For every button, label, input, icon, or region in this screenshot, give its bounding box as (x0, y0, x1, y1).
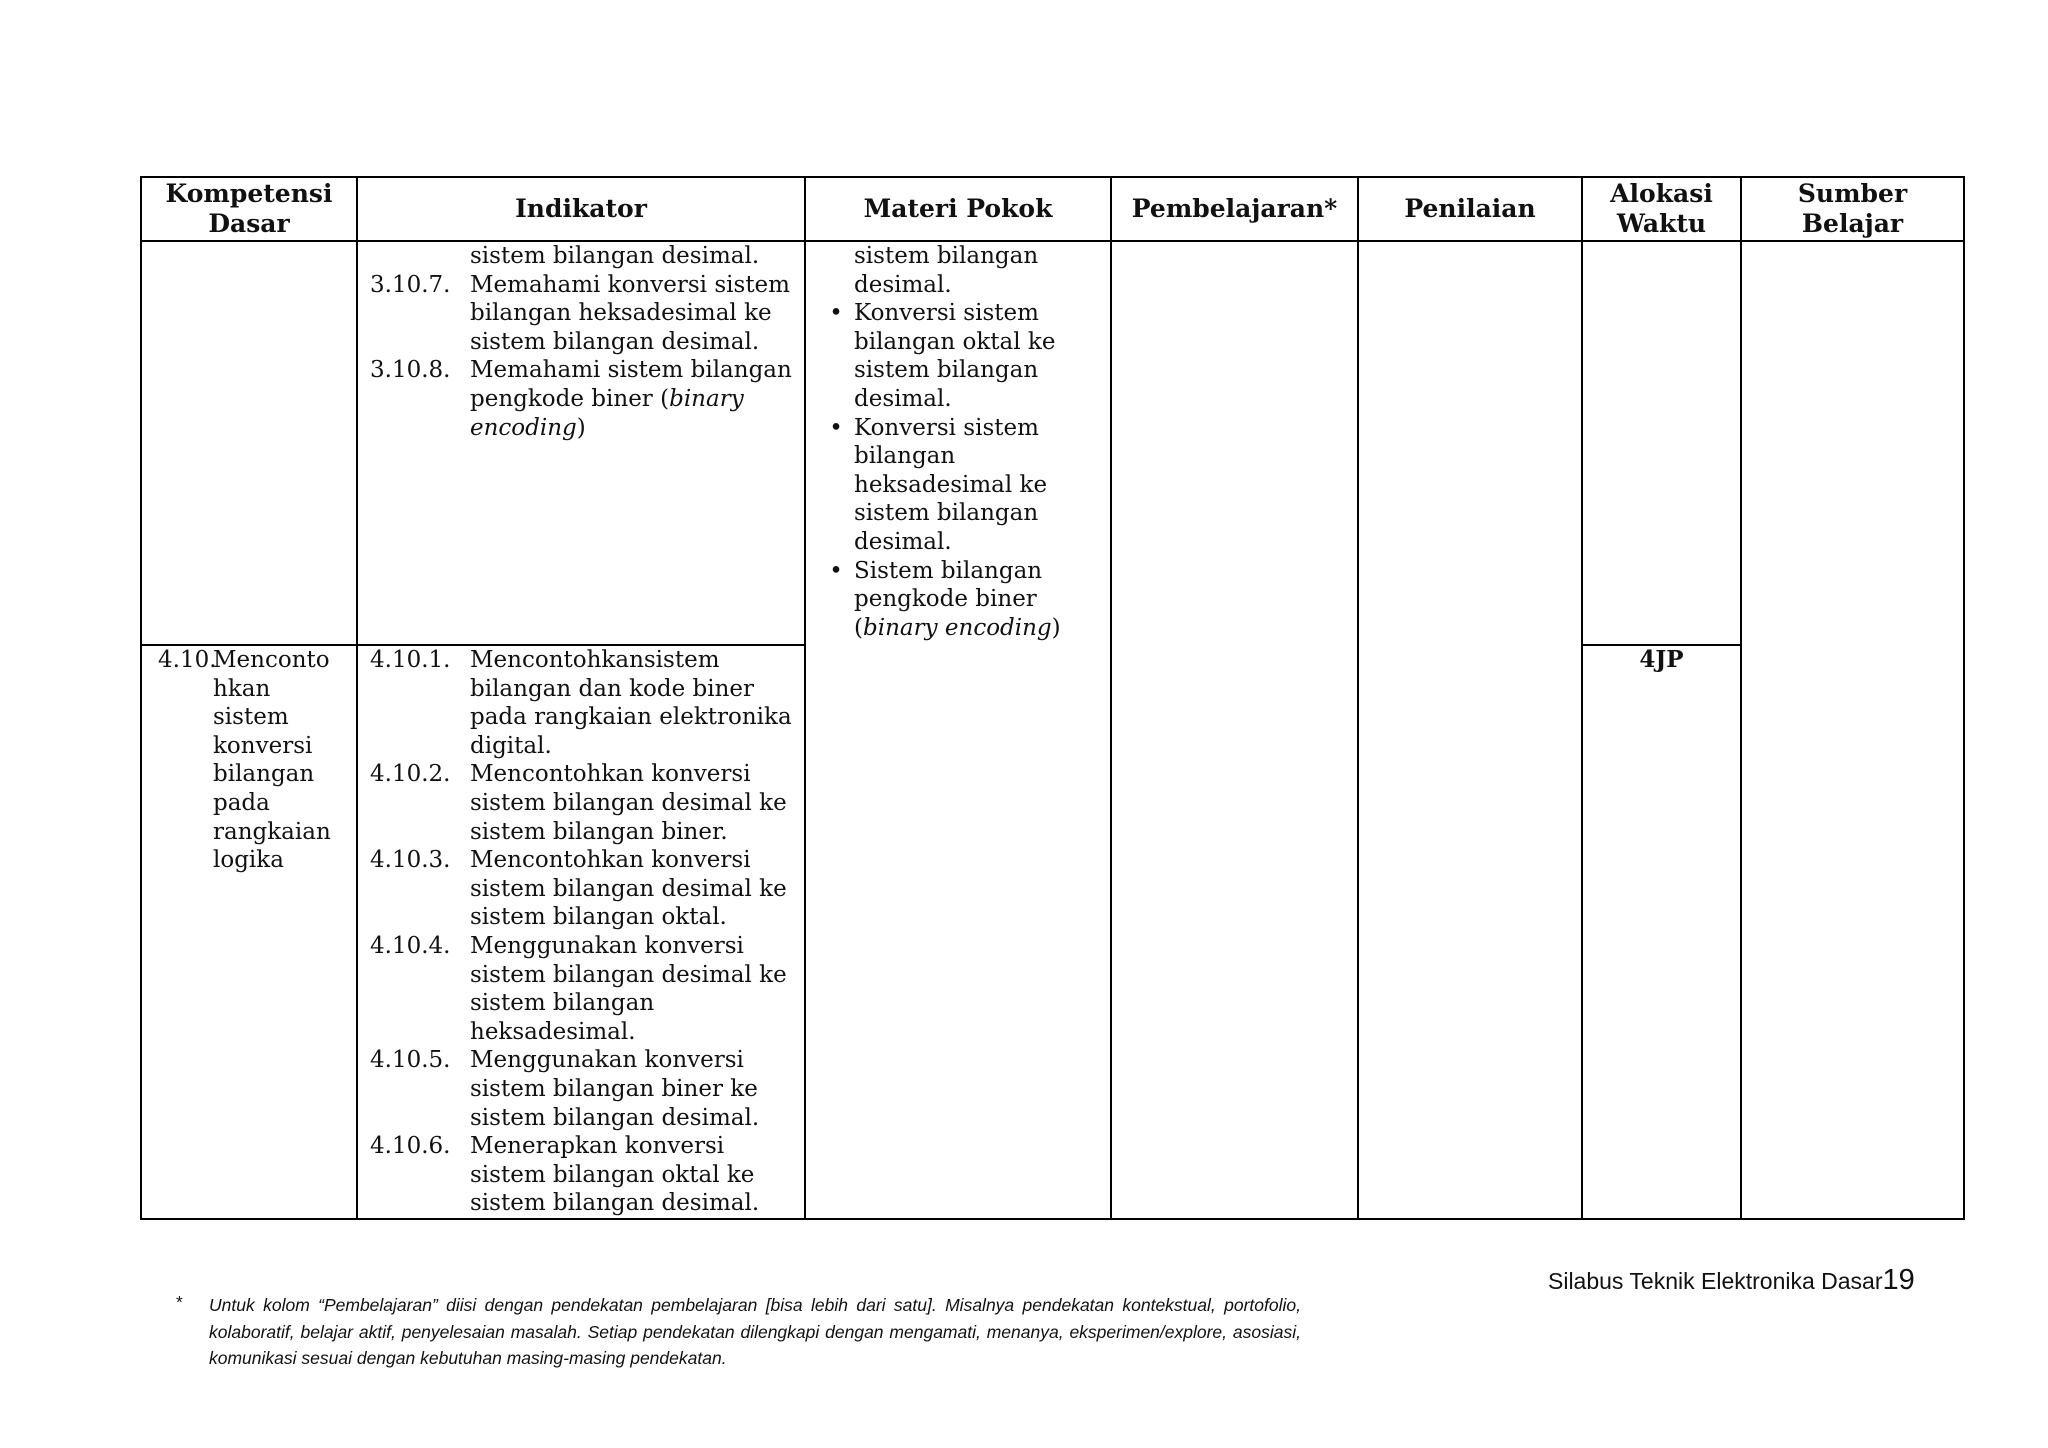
indikator-list (358, 646, 804, 1218)
page-footer-title: Silabus Teknik Elektronika Dasar (1548, 1268, 1883, 1294)
list-item (368, 646, 804, 760)
indikator-text-plain: Memahami sistem bilangan pengkode biner ( (470, 357, 792, 412)
indikator-number: 4.10.1. (370, 647, 451, 673)
indikator-text: Menggunakan konversi sistem bilangan desimal ke sistem bilangan heksadesimal. (470, 932, 787, 1045)
kd-rest-text: hkan sistem konversi bilangan pada rangkaian logika (213, 675, 331, 874)
penilaian-cell (1358, 241, 1582, 1219)
indikator-text: Menerapkan konversi sistem bilangan oktal ke sistem bilangan desimal. (470, 1133, 760, 1217)
indikator-text (470, 356, 804, 442)
table-row (141, 241, 1964, 645)
indikator-number: 3.10.7. (370, 271, 451, 298)
bullet-icon: • (829, 414, 843, 441)
indikator-number: 4.10.2. (370, 761, 451, 788)
indikator-text: Mencontohkansistem bilangan dan kode biner pada rangkaian elektronika digital. (470, 647, 792, 759)
indikator-number: 4.10.4. (370, 932, 451, 959)
bullet-icon: • (829, 300, 843, 327)
header-indikator: Indikator (357, 177, 805, 241)
list-item (368, 932, 804, 1046)
indikator-cell-3-10 (357, 241, 805, 645)
indikator-text: Memahami konversi sistem bilangan heksadesimal ke sistem bilangan desimal. (470, 271, 790, 355)
header-materi-pokok: Materi Pokok (805, 177, 1111, 241)
list-item (368, 1132, 804, 1218)
materi-text-italic: binary encoding (862, 614, 1052, 641)
page-number: 19 (1882, 1264, 1915, 1296)
kd-text-block (142, 646, 356, 875)
kd-cell-empty (141, 241, 357, 645)
materi-list (806, 299, 1110, 642)
footnote-text: Untuk kolom “Pembelajaran” diisi dengan pendekatan pembelajaran [bisa lebih dari satu]. Misalnya pendekatan kontekstual, portofolio, kolaboratif, belajar aktif, penyelesaian masalah. Setiap pendekatan dilengkapi dengan mengamati, menanya, eksperimen/explore, asosiasi, komunikasi sesuai dengan kebutuhan masing-masing pendekatan. (209, 1295, 1301, 1368)
indikator-text-italic: binary encoding (470, 385, 744, 441)
materi-text (854, 557, 1110, 643)
indikator-cell-4-10 (357, 645, 805, 1219)
header-pembelajaran: Pembelajaran* (1111, 177, 1358, 241)
materi-text: Konversi sistem bilangan heksadesimal ke sistem bilangan desimal. (854, 414, 1048, 555)
indikator-number: 3.10.8. (370, 357, 451, 384)
list-item (818, 414, 1110, 557)
indikator-number: 4.10.5. (370, 1047, 451, 1074)
list-item (368, 760, 804, 846)
indikator-text: Menggunakan konversi sistem bilangan biner ke sistem bilangan desimal. (470, 1047, 760, 1131)
materi-carry-line: sistem bilangan desimal. (854, 243, 1039, 298)
header-kompetensi-line2: Dasar (208, 209, 290, 238)
indikator-number: 4.10.6. (370, 1133, 451, 1160)
materi-pokok-cell (805, 241, 1111, 1219)
indikator-carry-line: sistem bilangan desimal. (470, 243, 760, 269)
indikator-number: 4.10.3. (370, 847, 451, 874)
list-item (818, 557, 1110, 643)
list-item (368, 1046, 804, 1132)
indikator-text: Mencontohkan konversi sistem bilangan desimal ke sistem bilangan biner. (470, 761, 787, 845)
materi-text-end: ) (1051, 614, 1061, 641)
alokasi-waktu-value: 4JP (1582, 645, 1741, 1219)
indikator-text-end: ) (576, 414, 586, 441)
bullet-icon: • (829, 557, 843, 584)
list-item (368, 356, 804, 442)
header-alokasi-line1: Alokasi (1610, 179, 1713, 208)
header-sumber-line2: Belajar (1801, 209, 1904, 238)
kd-number: 4.10. (158, 647, 217, 673)
list-item (818, 299, 1110, 413)
indikator-list (358, 271, 804, 443)
kd-cell-4-10 (141, 645, 357, 1219)
header-sumber-line1: Sumber (1797, 179, 1908, 208)
footnote-marker: * (176, 1292, 183, 1312)
kd-first-line (158, 646, 356, 675)
header-alokasi-line2: Waktu (1616, 209, 1707, 238)
kd-first-text: Menconto (213, 647, 330, 673)
indikator-text: Mencontohkan konversi sistem bilangan desimal ke sistem bilangan oktal. (470, 847, 787, 931)
list-item (368, 846, 804, 932)
header-alokasi-waktu (1582, 177, 1741, 241)
pembelajaran-cell (1111, 241, 1358, 1219)
materi-text: Konversi sistem bilangan oktal ke sistem bilangan desimal. (854, 300, 1056, 412)
header-row (141, 177, 1964, 241)
materi-text-plain: Sistem bilangan pengkode biner ( (854, 557, 1043, 641)
header-kompetensi-line1: Kompetensi (165, 179, 333, 208)
list-item (368, 271, 804, 357)
header-kompetensi-dasar (141, 177, 357, 241)
header-sumber-belajar (1741, 177, 1964, 241)
sumber-belajar-cell (1741, 241, 1964, 1219)
page-footer-label (1548, 1264, 1915, 1297)
alokasi-cell-empty (1582, 241, 1741, 645)
syllabus-table (140, 176, 1965, 1220)
header-penilaian: Penilaian (1358, 177, 1582, 241)
